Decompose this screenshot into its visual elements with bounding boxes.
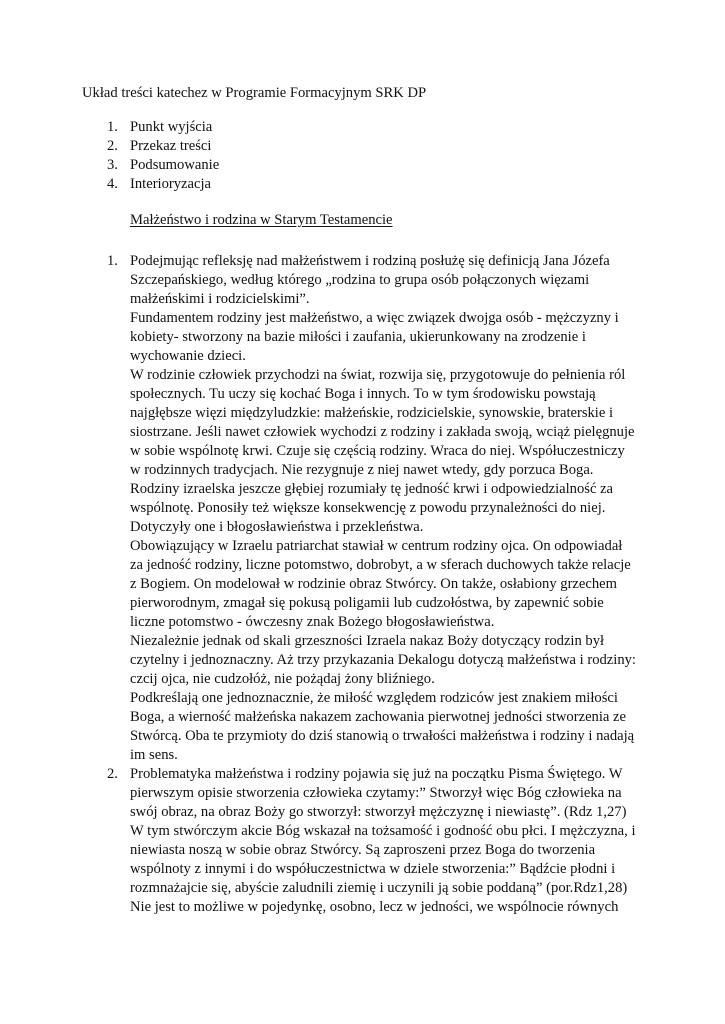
outline-item: Interioryzacja bbox=[130, 176, 212, 192]
text-line: Problematyka małżeństwa i rodziny pojawia się już na początku Pisma Świętego. W bbox=[130, 766, 623, 782]
text-line: Podejmując refleksję nad małżeństwem i rodziną posłużę się definicją Jana Józefa bbox=[130, 253, 610, 269]
text-line: rozmnażajcie się, abyście zaludnili ziemię i uczynili ją sobie poddaną” (por.Rdz1,28) bbox=[130, 880, 628, 896]
outline-item: Punkt wyjścia bbox=[130, 119, 213, 135]
outline-number: 3. bbox=[107, 157, 118, 173]
text-line: z Bogiem. On modelował w rodzinie obraz Stwórcy. On także, osłabiony grzechem bbox=[130, 576, 617, 592]
text-line: niewiasta noszą w sobie obraz Stwórcy. Są zaproszeni przez Boga do tworzenia bbox=[130, 842, 596, 858]
text-line: Fundamentem rodziny jest małżeństwo, a więc związek dwojga osób - mężczyzny i bbox=[130, 310, 619, 326]
text-line: swój obraz, na obraz Boży go stworzył: stworzył mężczyznę i niewiastę”. (Rdz 1,27) bbox=[130, 804, 627, 820]
text-line: siostrzane. Jeśli nawet człowiek wychodzi z rodziny i zakłada swoją, wciąż pielęgnuje bbox=[130, 424, 635, 440]
text-line: wspólnoty z innymi i do współuczestnictwa w dziele stworzenia:” Bądźcie płodni i bbox=[130, 861, 616, 877]
text-line: w rodzinnych tradycjach. Nie rezygnuje z niej nawet wtedy, gdy porzuca Boga. bbox=[130, 462, 594, 478]
outline-item: Podsumowanie bbox=[130, 157, 220, 173]
text-line: społecznych. Tu uczy się kochać Boga i innych. To w tym środowisku powstają bbox=[130, 386, 596, 402]
text-line: im sens. bbox=[130, 747, 178, 763]
paragraph-number: 1. bbox=[107, 253, 118, 269]
text-line: W rodzinie człowiek przychodzi na świat, rozwija się, przygotowuje do pełnienia ról bbox=[130, 367, 626, 383]
text-line: wspólnotę. Ponosiły też większe konsekwencję z powodu przynależności do niej. bbox=[130, 500, 606, 516]
text-line: pierworodnym, zmagał się pokusą poligamii lub cudzołóstwa, by zapewnić sobie bbox=[130, 595, 604, 611]
text-line: Podkreślają one jednoznacznie, że miłość względem rodziców jest znakiem miłości bbox=[130, 690, 618, 706]
text-line: małżeńskimi i rodzicielskimi”. bbox=[130, 291, 310, 307]
text-line: kobiety- stworzony na bazie miłości i zaufania, ukierunkowany na zrodzenie i bbox=[130, 329, 586, 345]
text-line: Szczepańskiego, według którego „rodzina to grupa osób połączonych więzami bbox=[130, 272, 590, 288]
text-line: Nie jest to możliwe w pojedynkę, osobno, lecz w jedności, we wspólnocie równych bbox=[130, 899, 619, 915]
outline-number: 2. bbox=[107, 138, 118, 154]
text-line: za jedność rodziny, liczne potomstwo, dobrobyt, a w sferach duchowych także relacje bbox=[130, 557, 631, 573]
text-line: Obowiązujący w Izraelu patriarchat stawiał w centrum rodziny ojca. On odpowiadał bbox=[130, 538, 623, 554]
paragraph-number: 2. bbox=[107, 766, 118, 782]
text-line: liczne potomstwo - ówczesny znak Bożego błogosławieństwa. bbox=[130, 614, 495, 630]
outline-number: 1. bbox=[107, 119, 118, 135]
text-line: pierwszym opisie stworzenia człowieka czytamy:” Stworzył więc Bóg człowieka na bbox=[130, 785, 622, 801]
text-line: W tym stwórczym akcie Bóg wskazał na tożsamość i godność obu płci. I mężczyzna, i bbox=[130, 823, 636, 839]
text-line: Rodziny izraelska jeszcze głębiej rozumiały tę jedność krwi i odpowiedzialność za bbox=[130, 481, 614, 497]
text-line: wychowanie dzieci. bbox=[130, 348, 246, 364]
text-line: Boga, a wierność małżeńska nakazem zachowania pierwotnej jedności stworzenia ze bbox=[130, 709, 626, 725]
outline-number: 4. bbox=[107, 176, 118, 192]
text-line: Dotyczyły one i błogosławieństwa i przekleństwa. bbox=[130, 519, 424, 535]
text-line: Niezależnie jednak od skali grzeszności Izraela nakaz Boży dotyczący rodzin był bbox=[130, 633, 605, 649]
text-line: najgłębsze więzi międzyludzkie: małżeńskie, rodzicielskie, synowskie, braterskie i bbox=[130, 405, 614, 421]
section-heading: Małżeństwo i rodzina w Starym Testamencie bbox=[130, 212, 393, 228]
text-line: czytelny i jednoznaczny. Aż trzy przykazania Dekalogu dotyczą małżeństwa i rodziny: bbox=[130, 652, 636, 668]
text-line: Stwórcą. Oba te przymioty do dziś stanowią o trwałości małżeństwa i rodziny i nadają bbox=[130, 728, 635, 744]
outline-item: Przekaz treści bbox=[130, 138, 212, 154]
text-line: w sobie wspólnotę krwi. Czuje się częścią rodziny. Wraca do niej. Współuczestniczy bbox=[130, 443, 625, 459]
text-line: czcij ojca, nie cudzołóż, nie pożądaj żony bliźniego. bbox=[130, 671, 435, 687]
document-title: Układ treści katechez w Programie Formacyjnym SRK DP bbox=[82, 85, 427, 101]
